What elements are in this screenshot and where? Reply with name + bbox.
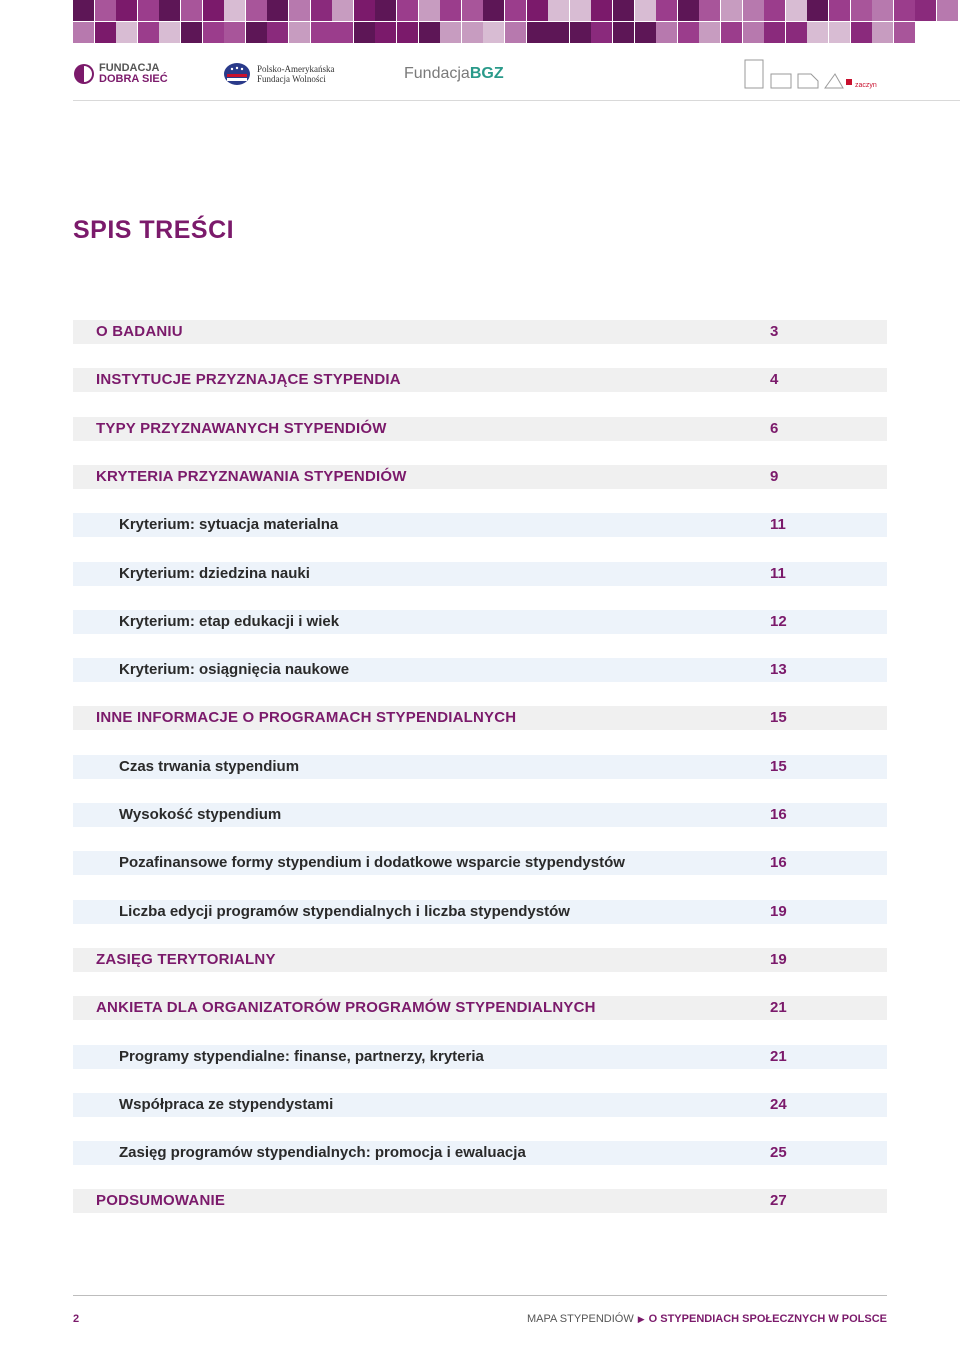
toc-entry-page: 21 [770,999,787,1017]
toc-entry-page: 9 [770,467,779,485]
logo-line: Polsko-Amerykańska [257,64,335,74]
mosaic-tile [851,22,872,43]
mosaic-tile [829,22,850,43]
logo-line: zaczyn [855,81,877,89]
mosaic-tile [527,22,548,43]
triangle-right-icon: ▶ [637,1314,645,1324]
mosaic-tile [203,0,224,21]
mosaic-tile [159,22,180,43]
toc-entry[interactable] [73,948,887,972]
mosaic-tile [375,22,396,43]
mosaic-tile [440,0,461,21]
toc-entry-title: ZASIĘG TERYTORIALNY [96,950,276,968]
mosaic-tile [699,22,720,43]
mosaic-tile [397,0,418,21]
mosaic-tile [354,22,375,43]
toc-entry[interactable] [73,368,887,392]
mosaic-tile [332,22,353,43]
toc-entry-title: Czas trwania stypendium [119,757,300,775]
mosaic-tile [613,0,634,21]
toc-entry[interactable] [73,803,887,827]
mosaic-tile [548,0,569,21]
toc-entry-page: 11 [770,564,786,582]
mosaic-tile [483,22,504,43]
logo-line: DOBRA SIEĆ [99,73,168,85]
header-mosaic-banner [73,0,960,44]
mosaic-tile [181,22,202,43]
dobra-siec-mark-icon [73,63,95,85]
mosaic-tile [375,0,396,21]
toc-entry-page: 6 [770,419,779,437]
mosaic-tile [505,22,526,43]
mosaic-tile [764,0,785,21]
toc-entry[interactable] [73,417,887,441]
header-divider [73,100,960,101]
logo-line: BGZ [469,65,504,82]
toc-entry-page: 24 [770,1095,787,1113]
page-title: SPIS TREŚCI [73,216,235,244]
mosaic-tile [635,22,656,43]
mosaic-tile [635,0,656,21]
mosaic-tile [354,0,375,21]
mosaic-tile [699,0,720,21]
toc-entry-title: Kryterium: dziedzina nauki [119,564,310,582]
partner-logos [73,56,887,92]
mosaic-tile [246,0,267,21]
mosaic-tile [894,0,915,21]
toc-entry[interactable] [73,465,887,489]
toc-entry-title: Współpraca ze stypendystami [119,1095,334,1113]
toc-entry[interactable] [73,900,887,924]
zaczyn-shapes-icon [743,57,853,91]
mosaic-tile [613,22,634,43]
mosaic-tile [743,0,764,21]
mosaic-tile [807,22,828,43]
logo-line: Fundacja Wolności [257,74,326,84]
mosaic-tile [591,22,612,43]
mosaic-tile [181,0,202,21]
mosaic-tile [311,22,332,43]
mosaic-tile [894,22,915,43]
mosaic-tile [570,22,591,43]
toc-entry-title: Kryterium: sytuacja materialna [119,516,339,534]
toc-entry[interactable] [73,851,887,875]
toc-entry[interactable] [73,320,887,344]
mosaic-tile [419,0,440,21]
mosaic-tile [224,0,245,21]
mosaic-tile [267,0,288,21]
mosaic-tile [95,22,116,43]
mosaic-tile [570,0,591,21]
fundacja-dobra-siec-logo [73,56,168,92]
mosaic-tile [116,0,137,21]
mosaic-tile [440,22,461,43]
mosaic-tile [462,0,483,21]
toc-entry-title: Wysokość stypendium [119,806,282,823]
mosaic-tile [678,0,699,21]
fundacja-bgz-logo [404,56,504,92]
mosaic-tile [332,0,353,21]
toc-entry-title: KRYTERIA PRZYZNAWANIA STYPENDIÓW [96,467,407,485]
toc-entry[interactable] [73,706,887,730]
mosaic-tile [829,0,850,21]
mosaic-tile [138,22,159,43]
toc-entry-title: Liczba edycji programów stypendialnych i liczba stypendystów [119,902,570,920]
mosaic-tile [807,0,828,21]
toc-entry-title: Programy stypendialne: finanse, partnerzy, kryteria [119,1047,484,1065]
mosaic-tile [419,22,440,43]
mosaic-tile [311,0,332,21]
toc-entry-page: 19 [770,950,787,968]
mosaic-tile [73,0,94,21]
footer-divider [73,1295,887,1296]
mosaic-tile [462,22,483,43]
footer-page-number: 2 [73,1313,80,1325]
toc-entry[interactable] [73,1093,887,1117]
toc-entry-title: INSTYTUCJE PRZYZNAJĄCE STYPENDIA [96,371,401,389]
toc-entry[interactable] [73,755,887,779]
toc-entry-title: INNE INFORMACJE O PROGRAMACH STYPENDIALNYCH [96,709,517,727]
toc-entry[interactable] [73,562,887,586]
mosaic-tile [591,0,612,21]
mosaic-tile [786,0,807,21]
mosaic-tile [138,0,159,21]
mosaic-tile [289,0,310,21]
mosaic-tile [159,0,180,21]
mosaic-tile [678,22,699,43]
mosaic-tile [289,22,310,43]
toc-entry-title: Pozafinansowe formy stypendium i dodatkowe wsparcie stypendystów [119,854,625,872]
mosaic-tile [851,0,872,21]
toc-entry-page: 16 [770,806,787,823]
toc-entry-title: ANKIETA DLA ORGANIZATORÓW PROGRAMÓW STYPENDIALNYCH [96,999,596,1017]
toc-entry-title: Kryterium: etap edukacji i wiek [119,612,340,630]
toc-entry-page: 19 [770,902,787,920]
footer-running-title [527,1313,887,1325]
mosaic-tile [203,22,224,43]
mosaic-tile [73,22,94,43]
toc-entry-page: 25 [770,1144,787,1162]
mosaic-tile [872,0,893,21]
toc-entry-title: Zasięg programów stypendialnych: promocja i ewaluacja [119,1144,526,1162]
polsko-amerykanska-fundacja-wolnosci-logo [223,56,335,92]
footer-publication: MAPA STYPENDIÓW [526,1313,634,1325]
mosaic-tile [548,22,569,43]
mosaic-tile [721,22,742,43]
toc-entry[interactable] [73,1189,887,1213]
toc-entry[interactable] [73,1141,887,1165]
mosaic-tile [246,22,267,43]
toc-entry-page: 21 [770,1047,787,1065]
toc-entry-page: 16 [770,854,787,872]
mosaic-tile [505,0,526,21]
mosaic-tile [721,0,742,21]
logo-line: Fundacja [404,65,470,82]
toc-entry-title: TYPY PRZYZNAWANYCH STYPENDIÓW [96,419,387,437]
mosaic-tile [656,0,677,21]
toc-entry-page: 12 [770,612,787,630]
toc-entry-page: 27 [770,1192,787,1210]
mosaic-tile [786,22,807,43]
footer-subtitle: O STYPENDIACH SPOŁECZNYCH W POLSCE [648,1313,887,1325]
mosaic-tile [116,22,137,43]
toc-entry[interactable] [73,996,887,1020]
mosaic-tile [656,22,677,43]
mosaic-tile [397,22,418,43]
logo-line: FUNDACJA [99,62,160,74]
toc-entry-page: 15 [770,709,787,727]
mosaic-tile [872,22,893,43]
mosaic-tile [743,22,764,43]
toc-entry[interactable] [73,513,887,537]
mosaic-tile [915,0,936,21]
toc-entry[interactable] [73,658,887,682]
toc-entry-page: 15 [770,757,787,775]
mosaic-tile [527,0,548,21]
mosaic-tile [95,0,116,21]
toc-entry-title: Kryterium: osiągnięcia naukowe [119,661,350,679]
toc-entry-title: PODSUMOWANIE [96,1192,226,1210]
toc-entry-page: 11 [770,516,786,534]
mosaic-tile [483,0,504,21]
toc-entry-title: O BADANIU [96,323,183,340]
toc-entry-page: 4 [770,371,779,389]
pafw-shield-icon [223,62,251,86]
toc-entry-page: 13 [770,661,787,679]
zaczyn-logo [743,56,877,92]
mosaic-tile [764,22,785,43]
toc-entry-page: 3 [770,323,779,340]
mosaic-tile [224,22,245,43]
toc-entry[interactable] [73,1045,887,1069]
toc-entry[interactable] [73,610,887,634]
mosaic-tile [937,0,958,21]
mosaic-tile [267,22,288,43]
